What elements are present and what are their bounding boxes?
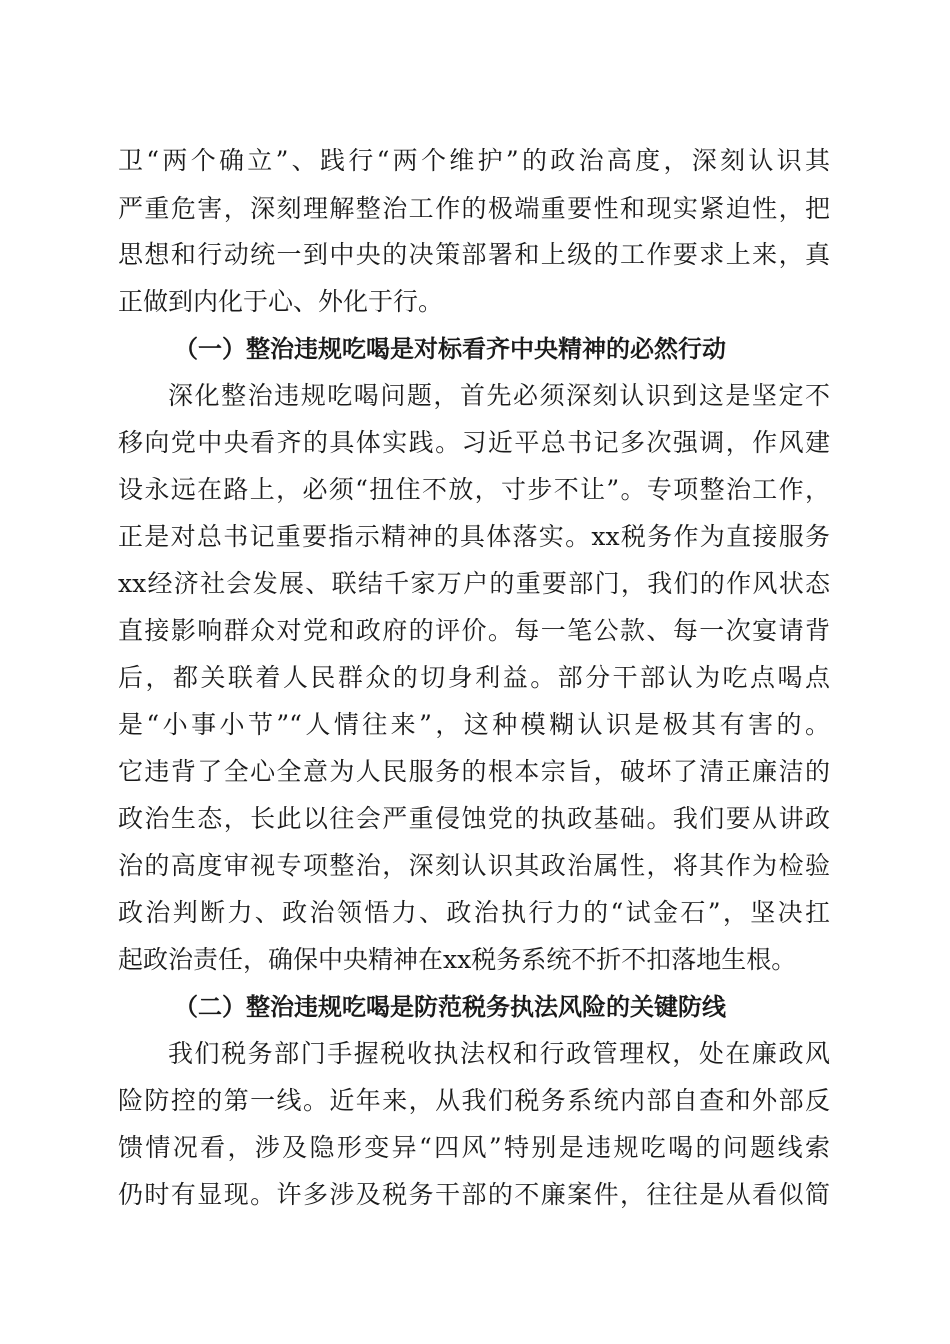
- section-1-line-6: 直接影响群众对党和政府的评价。每一笔公款、每一次宴请背: [118, 616, 830, 645]
- section-2-line-3: 馈情况看，涉及隐形变异“四风”特别是违规吃喝的问题线索: [118, 1133, 830, 1162]
- section-1-line-9: 它违背了全心全意为人民服务的根本宗旨，破坏了清正廉洁的: [118, 757, 830, 786]
- section-1-line-7: 后，都关联着人民群众的切身利益。部分干部认为吃点喝点: [118, 663, 830, 692]
- section-1-line-3: 设永远在路上，必须“扭住不放，寸步不让”。专项整治工作，: [118, 475, 830, 504]
- intro-line-2: 严重危害，深刻理解整治工作的极端重要性和现实紧迫性，把: [118, 194, 830, 223]
- section-1-line-1: 深化整治违规吃喝问题，首先必须深刻认识到这是坚定不: [168, 381, 830, 410]
- intro-line-1: 卫“两个确立”、践行“两个维护”的政治高度，深刻认识其: [118, 146, 830, 175]
- section-1-line-8: 是“小事小节”“人情往来”，这种模糊认识是极其有害的。: [118, 710, 830, 739]
- section-1-line-10: 政治生态，长此以往会严重侵蚀党的执政基础。我们要从讲政: [118, 804, 830, 833]
- intro-line-3: 思想和行动统一到中央的决策部署和上级的工作要求上来，真: [118, 240, 830, 269]
- intro-line-4: 正做到内化于心、外化于行。: [118, 287, 444, 316]
- section-2-line-1: 我们税务部门手握税收执法权和行政管理权，处在廉政风: [168, 1039, 830, 1068]
- section-2-heading: （二）整治违规吃喝是防范税务执法风险的关键防线: [174, 993, 726, 1021]
- section-1-heading: （一）整治违规吃喝是对标看齐中央精神的必然行动: [174, 335, 726, 363]
- section-1-line-2: 移向党中央看齐的具体实践。习近平总书记多次强调，作风建: [118, 428, 830, 457]
- section-2-line-2: 险防控的第一线。近年来，从我们税务系统内部自查和外部反: [118, 1086, 830, 1115]
- section-1-line-13: 起政治责任，确保中央精神在xx税务系统不折不扣落地生根。: [118, 945, 797, 974]
- section-1-line-5: xx经济社会发展、联结千家万户的重要部门，我们的作风状态: [118, 569, 830, 598]
- section-2-line-4: 仍时有显现。许多涉及税务干部的不廉案件，往往是从看似简: [118, 1180, 830, 1209]
- section-1-line-11: 治的高度审视专项整治，深刻认识其政治属性，将其作为检验: [118, 851, 830, 880]
- section-1-line-12: 政治判断力、政治领悟力、政治执行力的“试金石”，坚决扛: [118, 898, 830, 927]
- section-1-line-4: 正是对总书记重要指示精神的具体落实。xx税务作为直接服务: [118, 522, 830, 551]
